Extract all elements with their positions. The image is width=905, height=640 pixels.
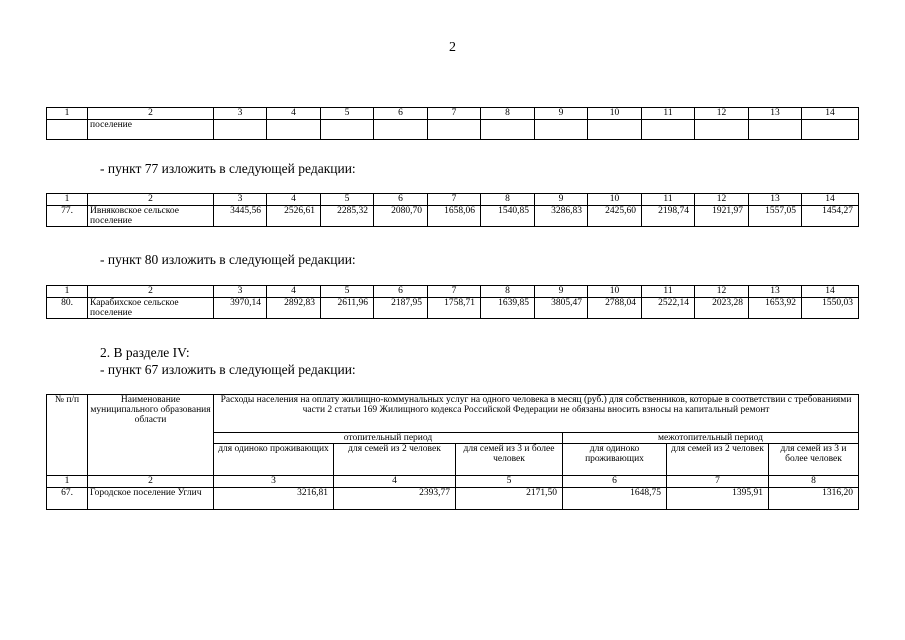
cell	[642, 120, 695, 140]
header-single: для одиноко проживающих	[563, 444, 667, 476]
col-num: 3	[214, 194, 267, 206]
cell-value: 2023,28	[695, 298, 749, 319]
table-row	[47, 298, 859, 319]
cell-value: 2611,96	[321, 298, 374, 319]
column-numbers-row	[47, 108, 859, 120]
col-num: 9	[535, 194, 588, 206]
col-num: 4	[267, 108, 321, 120]
cell-name: поселение	[88, 120, 214, 140]
col-num: 7	[428, 194, 481, 206]
cell	[214, 120, 267, 140]
col-num: 6	[374, 286, 428, 298]
cell-value: 2080,70	[374, 206, 428, 227]
table-row	[47, 488, 859, 510]
paragraph-item-67: - пункт 67 изложить в следующей редакции:	[100, 362, 356, 377]
cell	[481, 120, 535, 140]
cell	[267, 120, 321, 140]
col-num: 11	[642, 286, 695, 298]
col-num: 1	[47, 476, 88, 488]
col-num: 13	[749, 286, 802, 298]
col-num: 7	[428, 286, 481, 298]
table-row	[47, 120, 859, 140]
cell	[428, 120, 481, 140]
cell	[588, 120, 642, 140]
col-num: 13	[749, 194, 802, 206]
cell	[749, 120, 802, 140]
col-num: 10	[588, 108, 642, 120]
cell-value: 1557,05	[749, 206, 802, 227]
col-num: 4	[334, 476, 456, 488]
col-num: 10	[588, 194, 642, 206]
col-num: 5	[456, 476, 563, 488]
cell-value: 2393,77	[334, 488, 456, 510]
cell-name: Ивняковское сельское поселение	[88, 206, 214, 227]
col-num: 6	[563, 476, 667, 488]
col-num: 5	[321, 286, 374, 298]
cell-value: 1454,27	[802, 206, 859, 227]
cell-value: 1316,20	[769, 488, 859, 510]
cell-value: 3445,56	[214, 206, 267, 227]
cell-value: 3216,81	[214, 488, 334, 510]
col-num: 5	[321, 108, 374, 120]
col-num: 14	[802, 286, 859, 298]
cell-value: 3970,14	[214, 298, 267, 319]
cell-value: 2526,61	[267, 206, 321, 227]
header-single: для одиноко проживающих	[214, 444, 334, 476]
col-num: 11	[642, 194, 695, 206]
col-num: 6	[374, 108, 428, 120]
table-row	[47, 206, 859, 227]
col-num: 9	[535, 108, 588, 120]
col-num: 7	[667, 476, 769, 488]
col-num: 12	[695, 286, 749, 298]
cell-value: 1648,75	[563, 488, 667, 510]
cell-value: 2198,74	[642, 206, 695, 227]
cell	[695, 120, 749, 140]
col-num: 2	[88, 286, 214, 298]
cell-value: 1550,03	[802, 298, 859, 319]
header-two-persons: для семей из 2 человек	[667, 444, 769, 476]
col-num: 1	[47, 286, 88, 298]
cell-value: 3286,83	[535, 206, 588, 227]
header-non-heating-period: межотопительный период	[563, 433, 859, 444]
col-num: 2	[88, 108, 214, 120]
col-num: 3	[214, 286, 267, 298]
header-three-plus: для семей из 3 и более человек	[456, 444, 563, 476]
col-num: 8	[481, 108, 535, 120]
cell-index: 77.	[47, 206, 88, 227]
cell-index: 80.	[47, 298, 88, 319]
cell-value: 2171,50	[456, 488, 563, 510]
header-row	[47, 395, 859, 433]
cell	[47, 120, 88, 140]
table-item-80	[46, 285, 859, 319]
header-expenses: Расходы населения на оплату жилищно-коммунальных услуг на одного человека в месяц (руб.) для собственников, которые в соответствии с требованиями части 2 статьи 169 Жилищного кодекса Российской Федерации не обязаны вносить взносы на капитальный ремонт	[214, 395, 859, 433]
cell-value: 1658,06	[428, 206, 481, 227]
cell	[802, 120, 859, 140]
header-number-col: № п/п	[47, 395, 88, 476]
paragraph-item-80: - пункт 80 изложить в следующей редакции:	[100, 252, 356, 267]
col-num: 14	[802, 194, 859, 206]
col-num: 4	[267, 194, 321, 206]
col-num: 7	[428, 108, 481, 120]
col-num: 3	[214, 108, 267, 120]
cell-value: 2285,32	[321, 206, 374, 227]
cell-value: 1758,71	[428, 298, 481, 319]
paragraph-item-77: - пункт 77 изложить в следующей редакции:	[100, 161, 356, 176]
header-heating-period: отопительный период	[214, 433, 563, 444]
cell-value: 1639,85	[481, 298, 535, 319]
col-num: 3	[214, 476, 334, 488]
col-num: 1	[47, 108, 88, 120]
section-heading: 2. В разделе IV:	[100, 345, 190, 360]
cell-name: Городское поселение Углич	[88, 488, 214, 510]
cell	[374, 120, 428, 140]
cell-value: 1540,85	[481, 206, 535, 227]
col-num: 8	[769, 476, 859, 488]
cell-value: 2522,14	[642, 298, 695, 319]
header-three-plus: для семей из 3 и более человек	[769, 444, 859, 476]
cell-value: 1921,97	[695, 206, 749, 227]
page-number: 2	[449, 40, 456, 55]
col-num: 10	[588, 286, 642, 298]
cell	[535, 120, 588, 140]
cell-value: 1395,91	[667, 488, 769, 510]
col-num: 13	[749, 108, 802, 120]
col-num: 4	[267, 286, 321, 298]
cell-value: 3805,47	[535, 298, 588, 319]
cell-value: 2187,95	[374, 298, 428, 319]
column-numbers-row	[47, 476, 859, 488]
table-item-77	[46, 193, 859, 227]
cell-name: Карабихское сельское поселение	[88, 298, 214, 319]
col-num: 12	[695, 108, 749, 120]
col-num: 1	[47, 194, 88, 206]
header-municipality-col: Наименование муниципального образования области	[88, 395, 214, 476]
cell-value: 1653,92	[749, 298, 802, 319]
col-num: 12	[695, 194, 749, 206]
cell	[321, 120, 374, 140]
col-num: 8	[481, 286, 535, 298]
col-num: 8	[481, 194, 535, 206]
cell-value: 2892,83	[267, 298, 321, 319]
col-num: 6	[374, 194, 428, 206]
cell-value: 2788,04	[588, 298, 642, 319]
table-item-67	[46, 394, 859, 510]
col-num: 2	[88, 476, 214, 488]
column-numbers-row	[47, 194, 859, 206]
col-num: 9	[535, 286, 588, 298]
cell-index: 67.	[47, 488, 88, 510]
table-continuation	[46, 107, 859, 140]
col-num: 14	[802, 108, 859, 120]
header-two-persons: для семей из 2 человек	[334, 444, 456, 476]
col-num: 5	[321, 194, 374, 206]
column-numbers-row	[47, 286, 859, 298]
col-num: 11	[642, 108, 695, 120]
cell-value: 2425,60	[588, 206, 642, 227]
col-num: 2	[88, 194, 214, 206]
